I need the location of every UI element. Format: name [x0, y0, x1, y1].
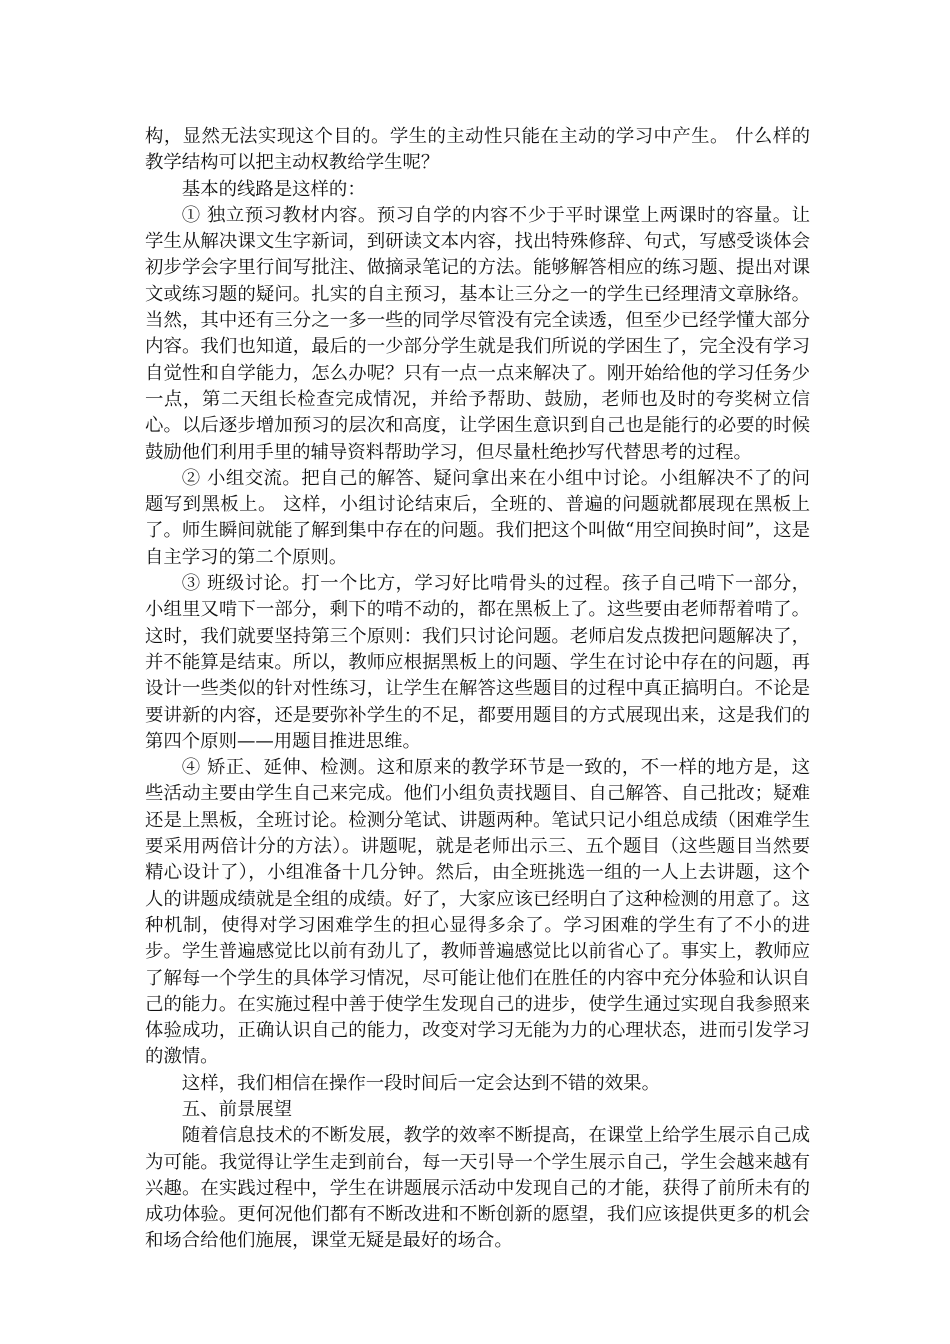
paragraph-route-intro: 基本的线路是这样的： [181, 178, 366, 200]
section-heading-outlook: 五、前景展望 [181, 1098, 293, 1120]
paragraph-step-4-correct: ④ 矫正、延伸、检测。这和原来的教学环节是一致的，不一样的地方是，这些活动主要由学生自己来完成。他们小组负责找题目、自己解答、自己批改；疑难还是上黑板，全班讨论。检测分笔试、讲题两种。笔试只记小组总成绩（困难学生要采用两倍计分的方法）。讲题呢，就是老师出示三、五个题目（这些题目当然要精心设计了），小组准备十几分钟。然后，由全班挑选一组的一人上去讲题，这个人的讲题成绩就是全组的成绩。好了，大家应该已经明白了这种检测的用意了。这种机制，使得对学习困难学生的担心显得多余了。学习困难的学生有了不小的进步。学生普遍感觉比以前有劲儿了，教师普遍感觉比以前省心了。事实上，教师应了解每一个学生的具体学习情况，尽可能让他们在胜任的内容中充分体验和认识自己的能力。在实施过程中善于使学生发现自己的进步，使学生通过实现自我参照来体验成功，正确认识自己的能力，改变对学习无能为力的心理状态，进而引发学习的激情。 [145, 757, 810, 1068]
paragraph-step-1-preview: ① 独立预习教材内容。预习自学的内容不少于平时课堂上两课时的容量。让学生从解决课文生字新词，到研读文本内容，找出特殊修辞、句式，写感受谈体会初步学会字里行间写批注、做摘录笔记的方法。能够解答相应的练习题、提出对课文或练习题的疑问。扎实的自主预习，基本让三分之一的学生已经理清文章脉络。当然，其中还有三分之一多一些的同学尽管没有完全读透，但至少已经学懂大部分内容。我们也知道，最后的一少部分学生就是我们所说的学困生了，完全没有学习自觉性和自学能力，怎么办呢？只有一点一点来解决了。刚开始给他的学习任务少一点，第二天组长检查完成情况，并给予帮助、鼓励，老师也及时的夸奖树立信心。以后逐步增加预习的层次和高度，让学困生意识到自己也是能行的必要的时候鼓励他们利用手里的辅导资料帮助学习，但尽量杜绝抄写代替思考的过程。 [145, 204, 810, 463]
paragraph-step-3-class: ③ 班级讨论。打一个比方，学习好比啃骨头的过程。孩子自己啃下一部分，小组里又啃下一部分，剩下的啃不动的，都在黑板上了。这些要由老师帮着啃了。这时，我们就要坚持第三个原则：我们只讨论问题。老师启发点拨把问题解决了，并不能算是结束。所以，教师应根据黑板上的问题、学生在讨论中存在的问题，再设计一些类似的针对性练习，让学生在解答这些题目的过程中真正搞明白。不论是要讲新的内容，还是要弥补学生的不足，都要用题目的方式展现出来，这是我们的第四个原则——用题目推进思维。 [145, 573, 810, 752]
document-body [145, 124, 810, 1255]
paragraph-step-2-group: ② 小组交流。把自己的解答、疑问拿出来在小组中讨论。小组解决不了的问题写到黑板上。 这样，小组讨论结束后，全班的、普遍的问题就都展现在黑板上了。师生瞬间就能了解到集中存在的问题。我们把这个叫做“用空间换时间”，这是自主学习的第二个原则。 [145, 467, 810, 568]
paragraph-continuation: 构，显然无法实现这个目的。学生的主动性只能在主动的学习中产生。 什么样的教学结构可以把主动权教给学生呢？ [145, 126, 810, 174]
paragraph-outlook: 随着信息技术的不断发展，教学的效率不断提高，在课堂上给学生展示自己成为可能。我觉得让学生走到前台，每一天引导一个学生展示自己，学生会越来越有兴趣。在实践过程中，学生在讲题展示活动中发现自己的才能，获得了前所未有的成功体验。更何况他们都有不断改进和不断创新的愿望，我们应该提供更多的机会和场合给他们施展，课堂无疑是最好的场合。 [145, 1125, 810, 1252]
paragraph-expectation: 这样，我们相信在操作一段时间后一定会达到不错的效果。 [181, 1072, 660, 1094]
